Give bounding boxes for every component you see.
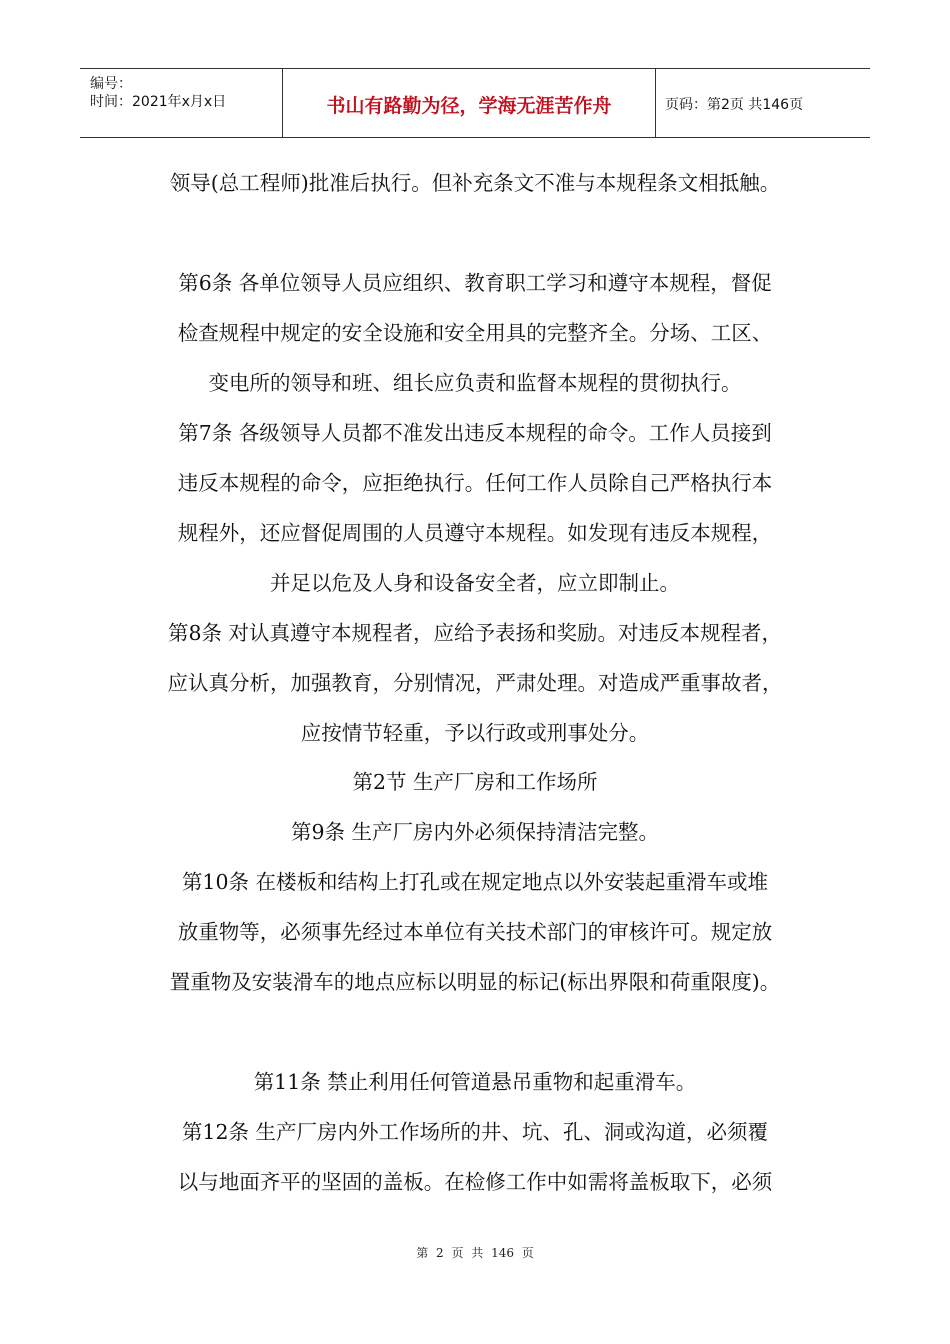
- header-meta-cell: [80, 69, 283, 137]
- article-11-line: 第11条 禁止利用任何管道悬吊重物和起重滑车。: [253, 1070, 697, 1094]
- article-12-line: 第12条 生产厂房内外工作场所的井、坑、孔、洞或沟道，必须覆: [181, 1120, 769, 1144]
- document-date-label: 时间：2021年x月x日: [90, 94, 227, 110]
- body-line: 以与地面齐平的坚固的盖板。在检修工作中如需将盖板取下，必须: [177, 1170, 773, 1194]
- body-line: 规程外，还应督促周围的人员遵守本规程。如发现有违反本规程，: [177, 521, 773, 545]
- section-heading: 第2节 生产厂房和工作场所: [352, 770, 598, 794]
- body-line: 放重物等，必须事先经过本单位有关技术部门的审核许可。规定放: [177, 920, 773, 944]
- article-8-line: 第8条 对认真遵守本规程者，应给予表扬和奖励。对违反本规程者，: [167, 621, 783, 645]
- page-footer: 第 2 页 共 146 页: [416, 1246, 534, 1260]
- body-line: 检查规程中规定的安全设施和安全用具的完整齐全。分场、工区、: [177, 321, 773, 345]
- page-header: [80, 68, 870, 138]
- body-line: 置重物及安装滑车的地点应标以明显的标记(标出界限和荷重限度)。: [169, 970, 781, 994]
- article-6-line: 第6条 各单位领导人员应组织、教育职工学习和遵守本规程，督促: [178, 271, 772, 295]
- body-line: 违反本规程的命令，应拒绝执行。任何工作人员除自己严格执行本: [177, 471, 773, 495]
- article-9-line: 第9条 生产厂房内外必须保持清洁完整。: [290, 820, 660, 844]
- body-line: 领导(总工程师)批准后执行。但补充条文不准与本规程条文相抵触。: [169, 171, 781, 195]
- header-page-cell: [656, 69, 870, 137]
- header-motto-cell: [283, 69, 656, 137]
- document-number-label: 编号：: [90, 76, 132, 92]
- body-line: 并足以危及人身和设备安全者，应立即制止。: [270, 571, 680, 595]
- article-7-line: 第7条 各级领导人员都不准发出违反本规程的命令。工作人员接到: [178, 421, 772, 445]
- body-line: 应认真分析，加强教育，分别情况，严肃处理。对造成严重事故者，: [167, 671, 783, 695]
- body-line: 应按情节轻重，予以行政或刑事处分。: [300, 721, 650, 745]
- header-page-number: 页码：第2页 共146页: [665, 97, 804, 113]
- header-motto: 书山有路勤为径，学海无涯苦作舟: [326, 95, 612, 117]
- body-line: 变电所的领导和班、组长应负责和监督本规程的贯彻执行。: [208, 371, 742, 395]
- article-10-line: 第10条 在楼板和结构上打孔或在规定地点以外安装起重滑车或堆: [181, 870, 769, 894]
